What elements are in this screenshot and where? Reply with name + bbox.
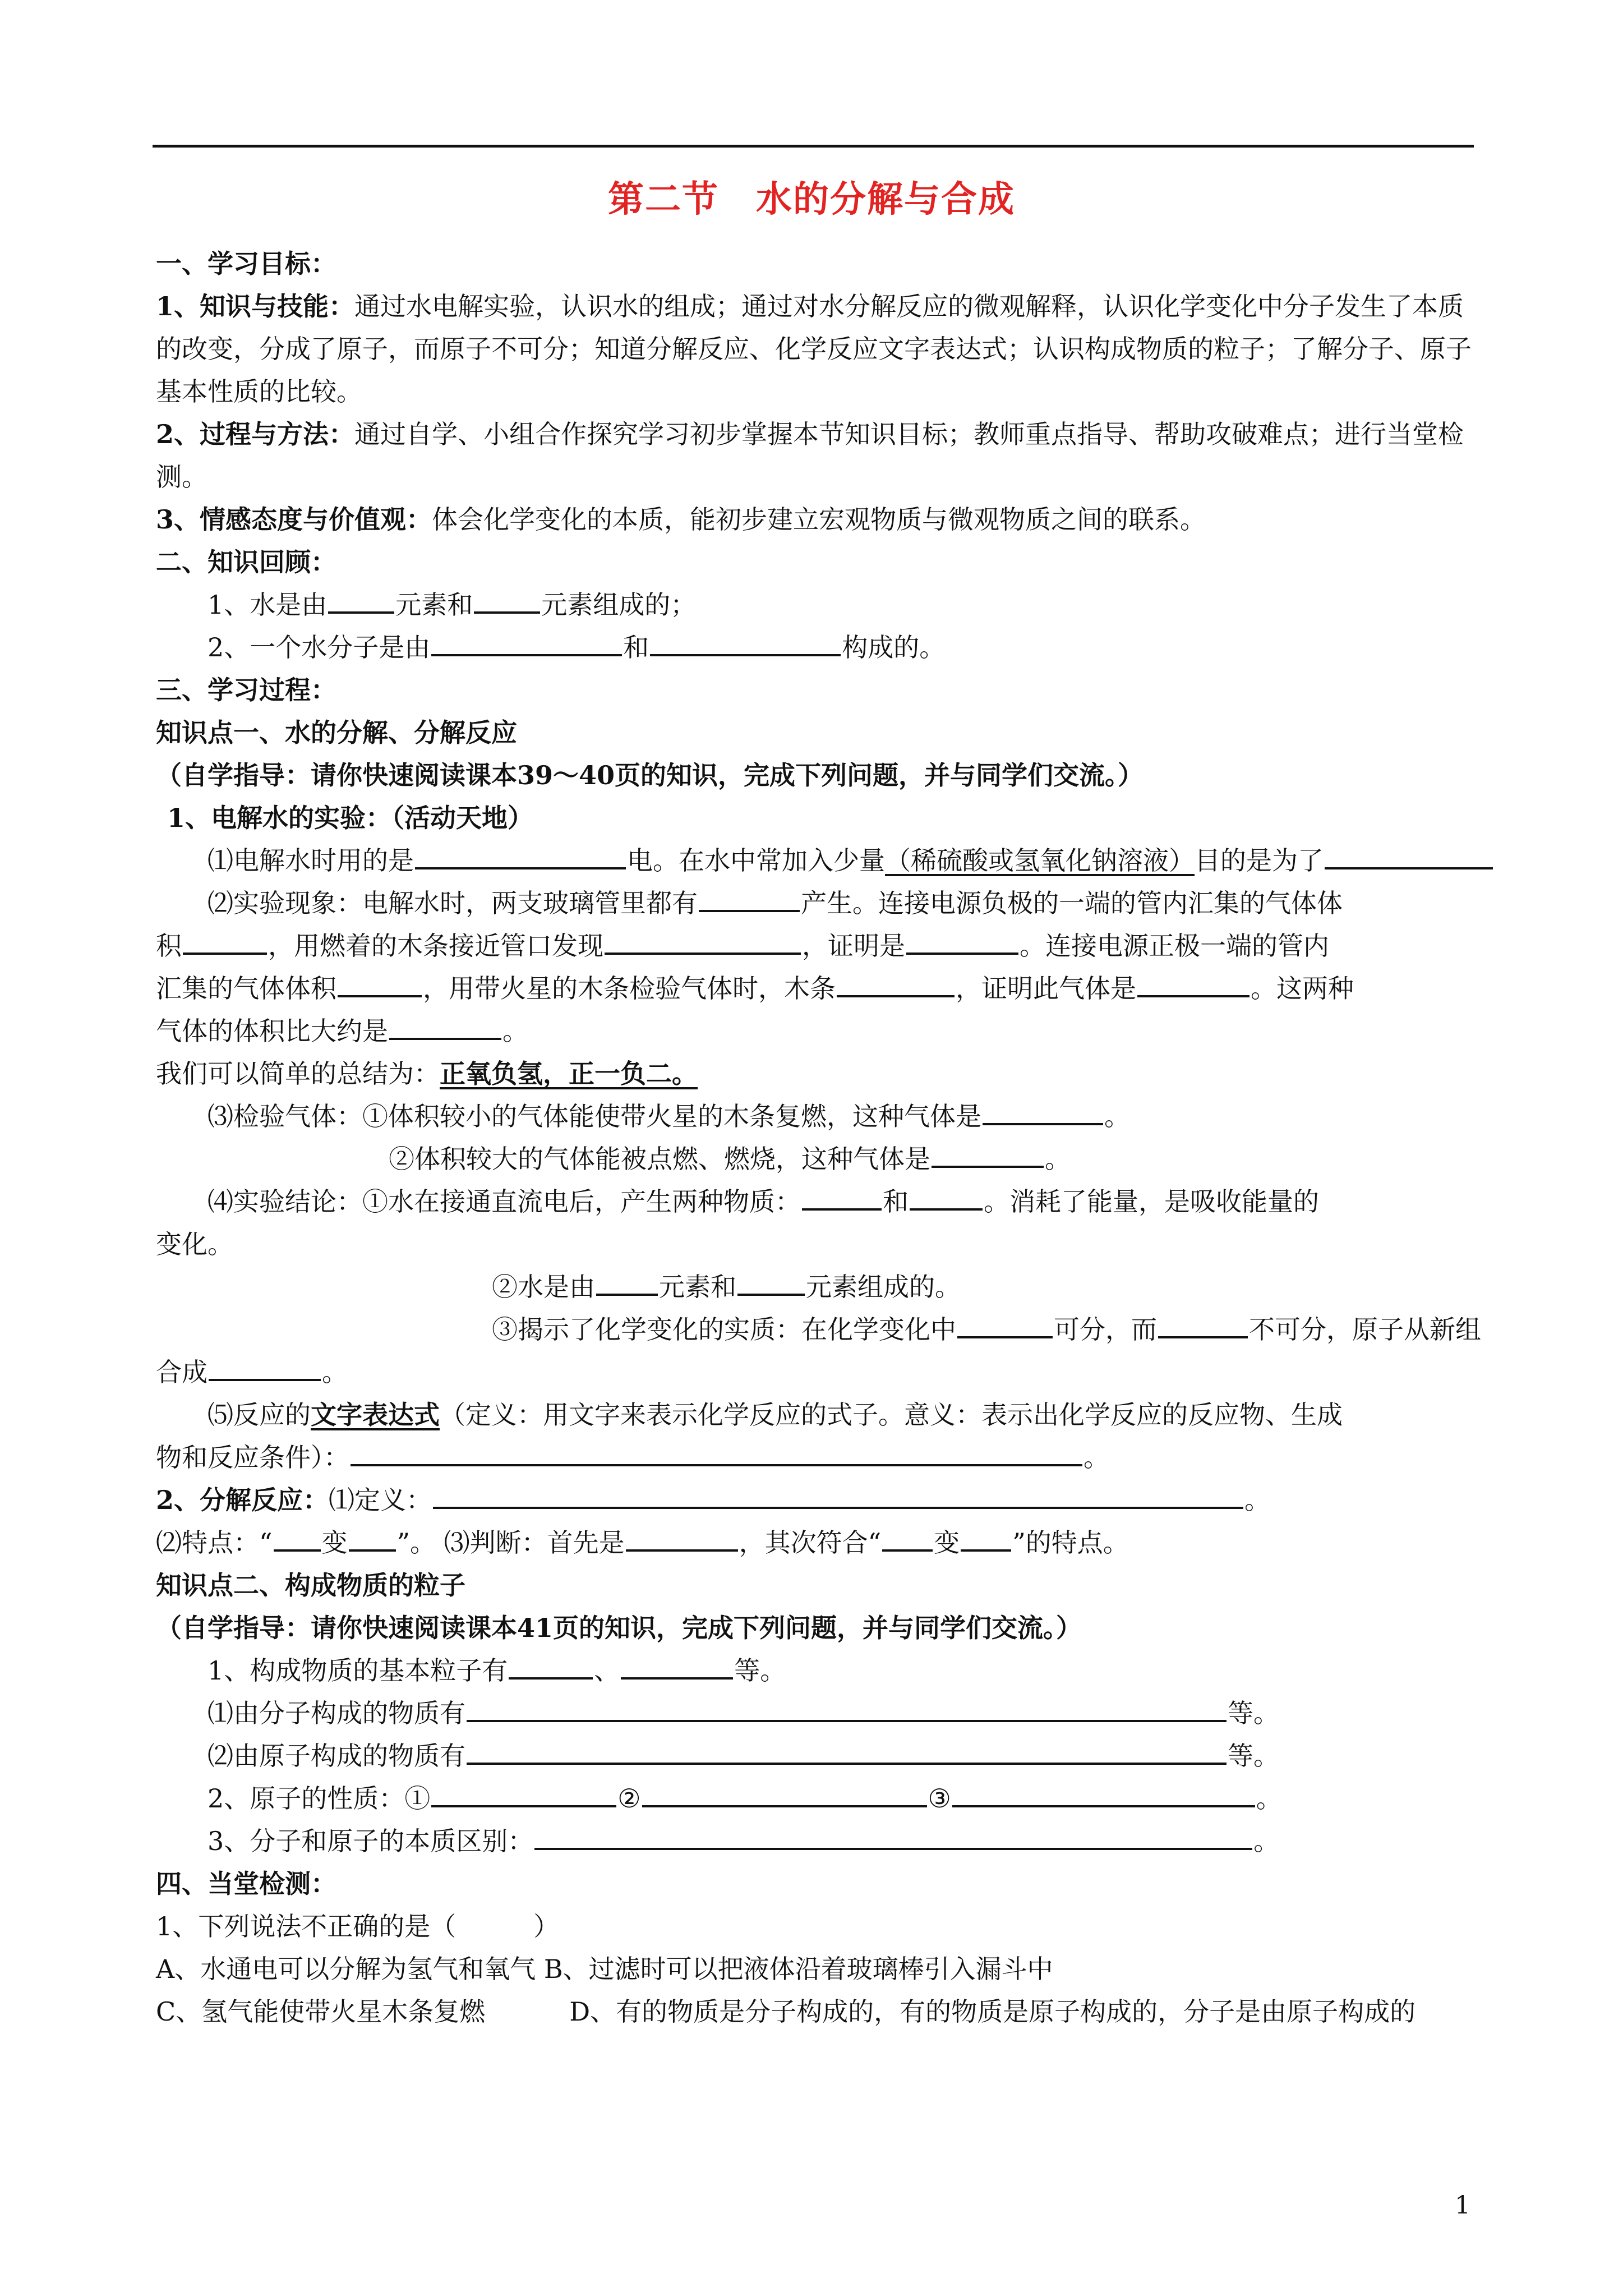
text: ⑸反应的 — [208, 1400, 311, 1430]
answer-blank[interactable] — [650, 626, 841, 656]
decomposition-heading: 2、分解反应： — [156, 1485, 329, 1515]
text: 。这两种 — [1251, 973, 1354, 1004]
text: 元素和 — [395, 590, 473, 620]
text: 合成 — [156, 1357, 208, 1387]
text: 3、分子和原子的本质区别： — [208, 1826, 534, 1856]
decomposition-features — [156, 1521, 1474, 1564]
option-c: C、氢气能使带火星木条复燃 — [156, 1996, 486, 2027]
answer-blank[interactable] — [209, 1351, 321, 1381]
item-3-line-2 — [156, 1138, 1474, 1180]
text: 和 — [623, 632, 649, 662]
page-title: 第二节 水的分解与合成 — [608, 178, 1015, 220]
section-1-heading: 一、学习目标： — [156, 249, 336, 279]
text: 等。 — [1228, 1698, 1279, 1728]
text: ”的特点。 — [1012, 1527, 1129, 1558]
text: ，证明是 — [802, 931, 905, 961]
answer-blank[interactable] — [957, 1308, 1053, 1338]
self-study-guide-2: （自学指导：请你快速阅读课本41页的知识，完成下列问题，并与同学们交流。） — [156, 1613, 1082, 1643]
text: 。 — [1244, 1485, 1271, 1515]
quiz-question-1: 1、下列说法不正确的是（ ） — [156, 1911, 560, 1941]
text: 。 — [1083, 1442, 1109, 1473]
objective-process-label: 2、过程与方法： — [156, 419, 355, 449]
text: 2、原子的性质：① — [208, 1783, 431, 1814]
particles-question-3 — [156, 1734, 1474, 1777]
answer-blank[interactable] — [932, 1138, 1044, 1168]
text: 产生。连接电源负极的一端的管内汇集的气体体 — [801, 888, 1343, 918]
worksheet-body — [156, 242, 1481, 2033]
answer-blank[interactable] — [467, 1692, 1227, 1722]
text: ③ — [928, 1783, 951, 1814]
self-study-guide-1: （自学指导：请你快速阅读课本39～40页的知识，完成下列问题，并与同学们交流。） — [156, 760, 1144, 790]
answer-blank[interactable] — [349, 1521, 396, 1552]
option-d: D、有的物质是分子构成的，有的物质是原子构成的，分子是由原子构成的 — [569, 1996, 1416, 2027]
answer-blank[interactable] — [961, 1521, 1011, 1552]
item-2-line-3 — [156, 967, 1474, 1010]
answer-blank[interactable] — [183, 924, 267, 955]
answer-blank[interactable] — [952, 1777, 1255, 1807]
text: 汇集的气体体积 — [156, 973, 336, 1004]
text: ③揭示了化学变化的实质：在化学变化中 — [492, 1314, 956, 1345]
text: 。 — [322, 1357, 348, 1387]
text: 。连接电源正极一端的管内 — [1020, 931, 1329, 961]
answer-blank[interactable] — [906, 924, 1018, 955]
item-4-line-2: 变化。 — [156, 1229, 233, 1259]
answer-blank[interactable] — [467, 1734, 1227, 1765]
objective-knowledge-label: 1、知识与技能： — [156, 291, 355, 321]
answer-blank[interactable] — [351, 1436, 1082, 1466]
text: ，证明此气体是 — [956, 973, 1136, 1004]
item-2-line-1 — [156, 882, 1474, 924]
text: ，用带火星的木条检验气体时，木条 — [423, 973, 836, 1004]
objective-attitude — [156, 498, 1474, 541]
item-2-line-2 — [156, 924, 1474, 967]
text: ⑵由原子构成的物质有 — [208, 1741, 465, 1771]
text: 元素组成的。 — [806, 1272, 961, 1302]
particles-question-2 — [156, 1692, 1474, 1734]
text: ⑴电解水时用的是 — [208, 845, 414, 876]
text: 1、构成物质的基本粒子有 — [208, 1655, 508, 1686]
text: 。 — [1256, 1783, 1282, 1814]
experiment-heading: 1、电解水的实验：（活动天地） — [167, 803, 534, 833]
decomposition-definition — [156, 1479, 1474, 1521]
text: ② — [617, 1783, 641, 1814]
summary-line — [156, 1052, 1474, 1095]
text: ⑵实验现象：电解水时，两支玻璃管里都有 — [208, 888, 698, 918]
answer-blank[interactable] — [1158, 1308, 1248, 1338]
quiz-options-ab — [156, 1948, 1474, 1990]
text: ⑷实验结论：①水在接通直流电后，产生两种物质： — [208, 1186, 801, 1217]
answer-blank[interactable] — [274, 1521, 321, 1552]
text: 我们可以简单的总结为： — [156, 1059, 440, 1089]
text: 。 — [1104, 1101, 1130, 1131]
text: ⑵特点：“ — [156, 1527, 273, 1558]
objective-process — [156, 413, 1474, 498]
answer-blank[interactable] — [983, 1095, 1103, 1125]
answer-blank[interactable] — [431, 626, 622, 656]
answer-blank[interactable] — [534, 1820, 1252, 1850]
objective-process-text: 通过自学、小组合作探究学习初步掌握本节知识目标；教师重点指导、帮助攻破难点；进行当堂检测。 — [156, 419, 1464, 492]
text: 物和反应条件）： — [156, 1442, 349, 1473]
answer-blank[interactable] — [415, 839, 626, 869]
text: （定义：用文字来表示化学反应的式子。意义：表示出化学反应的反应物、生成 — [440, 1400, 1343, 1430]
objective-attitude-text: 体会化学变化的本质，能初步建立宏观物质与微观物质之间的联系。 — [432, 504, 1206, 535]
text: ，用燃着的木条接近管口发现 — [268, 931, 603, 961]
summary-mnemonic: 正氧负氢，正一负二。 — [440, 1059, 698, 1089]
item-2-line-4 — [156, 1010, 1474, 1052]
answer-blank[interactable] — [596, 1266, 658, 1296]
molecule-atom-difference — [156, 1820, 1474, 1862]
item-4-line-4 — [156, 1308, 1481, 1351]
quiz-options-cd — [156, 1990, 1474, 2033]
item-4-line-5 — [156, 1351, 1474, 1393]
section-3-heading: 三、学习过程： — [156, 675, 336, 705]
answer-blank[interactable] — [837, 967, 955, 997]
text: ⑴定义： — [329, 1485, 432, 1515]
knowledge-point-1: 知识点一、水的分解、分解反应 — [156, 717, 517, 748]
answer-blank[interactable] — [737, 1266, 805, 1296]
text: 。 — [1253, 1826, 1280, 1856]
answer-blank[interactable] — [1325, 839, 1493, 869]
text: ，其次符合“ — [739, 1527, 882, 1558]
section-4-heading: 四、当堂检测： — [156, 1869, 336, 1899]
text: ”。 ⑶判断：首先是 — [396, 1527, 625, 1558]
answer-blank[interactable] — [328, 583, 394, 614]
text: 等。 — [734, 1655, 786, 1686]
text: 电。在水中常加入少量 — [627, 845, 885, 876]
section-2-heading: 二、知识回顾： — [156, 547, 336, 577]
answer-blank[interactable] — [1137, 967, 1249, 997]
answer-blank[interactable] — [882, 1521, 933, 1552]
answer-blank[interactable] — [910, 1180, 983, 1211]
answer-blank[interactable] — [699, 882, 800, 912]
item-5-line-2 — [156, 1436, 1474, 1479]
text: 积 — [156, 931, 182, 961]
text: ⑴由分子构成的物质有 — [208, 1698, 465, 1728]
answer-blank[interactable] — [338, 967, 422, 997]
text: 和 — [883, 1186, 909, 1217]
atom-properties — [156, 1777, 1474, 1820]
answer-blank[interactable] — [474, 583, 540, 614]
review-question-1 — [156, 583, 1474, 626]
text: 元素组成的； — [541, 590, 697, 620]
item-4-line-3 — [156, 1266, 1474, 1308]
answer-blank[interactable] — [642, 1777, 927, 1807]
text: 等。 — [1228, 1741, 1279, 1771]
objective-knowledge — [156, 285, 1474, 413]
answer-blank[interactable] — [621, 1649, 733, 1680]
underlined-text: （稀硫酸或氢氧化钠溶液） — [885, 845, 1195, 876]
text: 。 — [1045, 1144, 1071, 1174]
answer-blank[interactable] — [802, 1180, 882, 1211]
answer-blank[interactable] — [626, 1521, 738, 1552]
text: ②体积较大的气体能被点燃、燃烧，这种气体是 — [389, 1144, 930, 1174]
text: 气体的体积比大约是 — [156, 1016, 388, 1046]
item-5-line-1 — [156, 1393, 1474, 1436]
page-number: 1 — [1455, 2191, 1470, 2220]
text: ⑶检验气体：①体积较小的气体能使带火星的木条复燃，这种气体是 — [208, 1101, 981, 1131]
text: 。 — [502, 1016, 528, 1046]
text: ②水是由 — [492, 1272, 595, 1302]
answer-blank[interactable] — [433, 1479, 1243, 1509]
text: 可分，而 — [1054, 1314, 1157, 1345]
text: 元素和 — [659, 1272, 736, 1302]
text: 1、水是由 — [208, 590, 328, 620]
answer-blank[interactable] — [389, 1010, 501, 1040]
particles-question-1 — [156, 1649, 1474, 1692]
text: 、 — [594, 1655, 620, 1686]
underlined-term: 文字表达式 — [311, 1400, 440, 1430]
text: 变 — [934, 1527, 960, 1558]
objective-knowledge-text: 通过水电解实验，认识水的组成；通过对水分解反应的微观解释，认识化学变化中分子发生了本质的改变，分成了原子，而原子不可分；知道分解反应、化学反应文字表达式；认识构成物质的粒子；了解分子、原子基本性质的比较。 — [156, 291, 1472, 407]
option-a: A、水通电可以分解为氢气和氧气 — [156, 1954, 536, 1984]
answer-blank[interactable] — [509, 1649, 593, 1680]
text: 。消耗了能量，是吸收能量的 — [984, 1186, 1319, 1217]
answer-blank[interactable] — [431, 1777, 616, 1807]
option-b: B、过滤时可以把液体沿着玻璃棒引入漏斗中 — [543, 1954, 1053, 1984]
text: 构成的。 — [842, 632, 946, 662]
text: 2、一个水分子是由 — [208, 632, 431, 662]
text: 目的是为了 — [1195, 845, 1324, 876]
text: 变 — [321, 1527, 348, 1558]
top-rule — [153, 145, 1474, 148]
objective-attitude-label: 3、情感态度与价值观： — [156, 504, 432, 535]
knowledge-point-2: 知识点二、构成物质的粒子 — [156, 1570, 465, 1600]
review-question-2 — [156, 626, 1474, 669]
text: 不可分，原子从新组 — [1249, 1314, 1481, 1345]
item-3-line-1 — [156, 1095, 1474, 1138]
answer-blank[interactable] — [605, 924, 801, 955]
item-4-line-1 — [156, 1180, 1474, 1223]
item-1 — [156, 839, 1474, 882]
